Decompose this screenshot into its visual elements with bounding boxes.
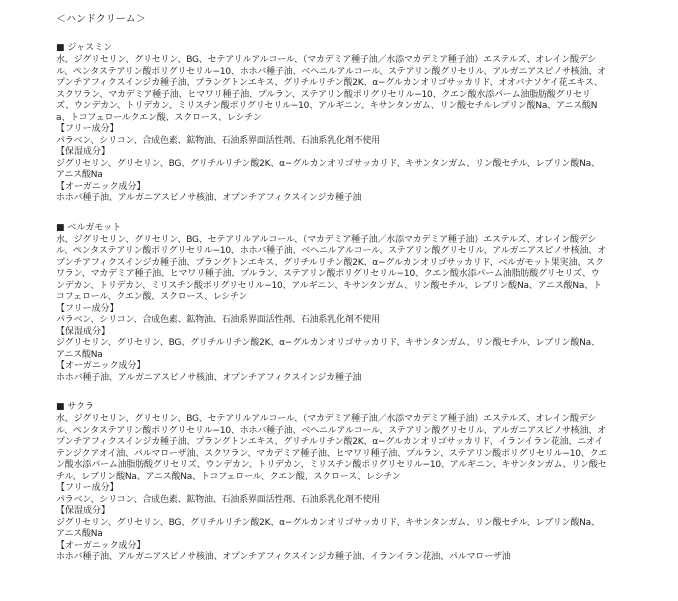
moisturizing-ingredients-label: 【保湿成分】 (56, 147, 111, 157)
moisturizing-ingredients: ジグリセリン、グリセリン、BG、グリチルリチン酸2K、α−グルカンオリゴサッカリド、キサンタンガム、リン酸セチル、レブリン酸Na、アニス酸Na (56, 338, 600, 360)
organic-ingredients: ホホバ種子油、アルガニアスピノサ核油、オプンチアフィクスインジカ種子油 (56, 193, 362, 203)
product-name: ■ ジャスミン (56, 43, 113, 53)
moisturizing-ingredients-label: 【保湿成分】 (56, 326, 111, 337)
free-ingredients-label: 【フリー成分】 (56, 124, 119, 134)
moisturizing-ingredients: ジグリセリン、グリセリン、BG、グリチルリチン酸2K、α−グルカンオリゴサッカリド、キサンタンガム、リン酸セチル、レブリン酸Na、アニス酸Na (56, 517, 600, 539)
free-ingredients-label: 【フリー成分】 (56, 303, 119, 314)
product-name: ■ サクラ (56, 402, 95, 412)
ingredient-list: 水、ジグリセリン、グリセリン、BG、セテアリルアルコール、（マカデミア種子油／水添マカデミア種子油）エステルズ、オレイン酸デシル、ペンタステアリン酸ポリグリセリル−10、ホホバ種子油、ベヘニルアルコール、ステアリン酸グリセリル、アルガニアスピノサ核油、オプンチアフィクスインジカ種子油、プラングトンエキス、グリチルリチン酸2K、α−グルカンオリゴサッカリド、オオバナソケイ花エキス、スクワラン、マカデミア種子油、ヒマワリ種子油、プルラン、ステアリン酸ポリグリセリル−10、クエン酸水添パーム油脂肪酸グリセリズ、ウンデカン、トリデカン、ミリスチン酸ポリグリセリル−10、アルギニン、キサンタンガム、リン酸セチルレプリン酸Na、アニス酸Na、トコフェロールクエン酸、スクロース、レシチン (56, 55, 606, 123)
free-ingredients: パラベン、シリコン、合成色素、鉱物油、石油系界面活性剤、石油系乳化剤不使用 (56, 494, 380, 505)
organic-ingredients: ホホバ種子油、アルガニアスピノサ核油、オプンチアフィクスインジカ種子油、イランイラン花油、パルマローザ油 (56, 552, 511, 562)
product-section-jasmine (56, 43, 608, 205)
product-name: ■ ベルガモット (56, 222, 122, 233)
organic-ingredients-label: 【オーガニック成分】 (56, 361, 146, 371)
moisturizing-ingredients: ジグリセリン、グリセリン、BG、グリチルリチン酸2K、α−グルカンオリゴサッカリド、キサンタンガム、リン酸セチル、レブリン酸Na、アニス酸Na (56, 158, 600, 180)
page-title: ＜ハンドクリーム＞ (56, 14, 146, 25)
product-section-sakura (56, 402, 608, 564)
free-ingredients: パラベン、シリコン、合成色素、鉱物油、石油系界面活性剤、石油系乳化剤不使用 (56, 315, 380, 325)
product-section-bergamot (56, 223, 608, 385)
organic-ingredients: ホホバ種子油、アルガニアスピノサ核油、オプンチアフィクスインジカ種子油 (56, 372, 362, 383)
moisturizing-ingredients-label: 【保湿成分】 (56, 506, 111, 516)
free-ingredients-label: 【フリー成分】 (56, 483, 119, 493)
free-ingredients: パラベン、シリコン、合成色素、鉱物油、石油系界面活性剤、石油系乳化剤不使用 (56, 135, 380, 146)
ingredient-list: 水、ジグリセリン、グリセリン、BG、セテアリルアルコール、（マカデミア種子油／水添マカデミア種子油）エステルズ、オレイン酸デシル、ペンタステアリン酸ポリグリセリル−10、ホホバ種子油、ベヘニルアルコール、ステアリン酸グリセリル、アルガニアスピノサ核油、オプンチアフィクスインジカ種子油、プラングトンエキス、グリチルリチン酸2K、α−グルカンオリゴサッカリド、ベルガモット果実油、スクワラン、マカデミア種子油、ヒマワリ種子油、プルラン、ステアリン酸ポリグリセリル−10、クエン酸水添パーム油脂肪酸グリセリズ、ウンデカン、トリデカン、ミリスチン酸ポリグリセリル−10、アルギニン、キサンタンガム、リン酸セチル、レブリン酸Na、アニス酸Na、トコフェロール、クエン酸、スクロース、レシチン (56, 234, 606, 302)
organic-ingredients-label: 【オーガニック成分】 (56, 540, 146, 551)
ingredient-list: 水、ジグリセリン、グリセリン、BG、セテアリルアルコール、（マカデミア種子油／水添マカデミア種子油）エステルズ、オレイン酸デシル、ペンタステアリン酸ポリグリセリル−10、ホホバ種子油、ベヘニルアルコール、ステアリン酸グリセリル、アルガニアスピノサ核油、オプンチアフィクスインジカ種子油、プラングトンエキス、グリチルリチン酸2K、α−グルカンオリゴサッカリド、イランイラン花油、ニオイテンジクアオイ油、パルマローザ油、スクワラン、マカデミア種子油、ヒマワリ種子油、プルラン、ステアリン酸ポリグリセリル−10、クエン酸水添パーム油脂肪酸グリセリズ、ウンデカン、トリデカン、ミリスチン酸ポリグリセリル−10、アルギニン、キサンタンガム、リン酸セチル、レブリン酸Na、アニス酸Na、トコフェロール、クエン酸、スクロース、レシチン (56, 414, 608, 482)
organic-ingredients-label: 【オーガニック成分】 (56, 181, 146, 192)
